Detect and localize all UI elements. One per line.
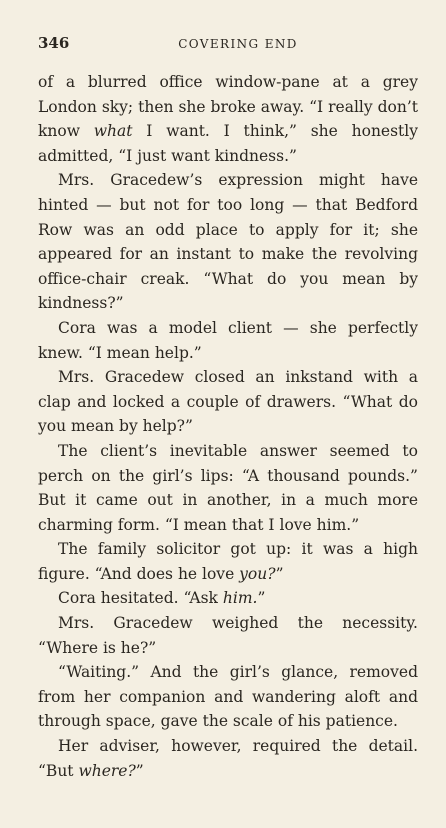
paragraph [38, 439, 418, 537]
text-run: The client’s inevitable answer seemed to perch on the girl’s lips: “A thousand pounds.” But it came out in another, in a much more charming form. “I mean that I love him.” [38, 441, 418, 534]
page-header [38, 34, 418, 56]
paragraph [38, 316, 418, 365]
text-run: Mrs. Gracedew weighed the necessity. “Where is he?” [38, 614, 418, 657]
paragraph [38, 365, 418, 439]
italic-text: him. [222, 589, 258, 608]
italic-text: what [93, 122, 133, 141]
paragraph [38, 734, 418, 783]
text-run: The family solicitor got up: it was a high figure. “And does he love [38, 540, 418, 583]
text-run: ” [275, 564, 284, 583]
text-run: Mrs. Gracedew’s expression might have hinted — but not for too long — that Bedford Row was an odd place to apply for it; she appeared for an instant to make the revolving office-chair creak. “What do you mean by kindness?” [38, 171, 418, 313]
paragraph [38, 168, 418, 316]
text-run: Cora hesitated. “Ask [58, 589, 223, 608]
text-run: I want. I think,” she honestly admitted, “I just want kindness.” [38, 122, 418, 165]
text-run: ” [135, 761, 144, 780]
paragraph [38, 537, 418, 586]
running-head: COVERING END [178, 37, 298, 51]
text-run: Mrs. Gracedew closed an inkstand with a clap and locked a couple of drawers. “What do you mean by help?” [38, 368, 418, 436]
paragraph [38, 586, 418, 611]
text-run: “Waiting.” And the girl’s glance, removed from her companion and wandering aloft and through space, gave the scale of his patience. [38, 663, 418, 731]
text-run: Cora was a model client — she perfectly knew. “I mean help.” [38, 318, 418, 362]
body-text [38, 70, 418, 783]
paragraph [38, 611, 418, 660]
page-number: 346 [38, 34, 70, 52]
italic-text: where? [78, 761, 136, 780]
paragraph [38, 660, 418, 734]
paragraph [38, 70, 418, 168]
text-run: Her adviser, however, required the detail. “But [38, 737, 418, 780]
text-run: ” [257, 589, 266, 608]
italic-text: you? [239, 564, 276, 583]
text-run: of a blurred office window-pane at a grey London sky; then she broke away. “I really don’t know [38, 73, 418, 141]
